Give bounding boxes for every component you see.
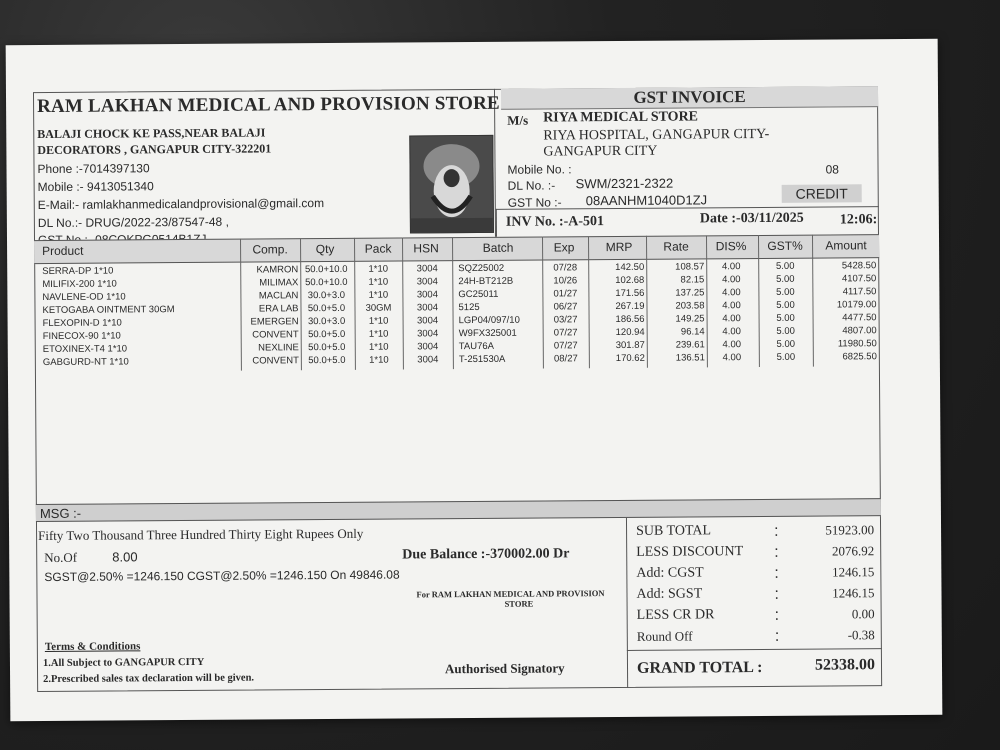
table-cell: MILIFIX-200 1*10 bbox=[42, 278, 117, 291]
table-cell: 3004 bbox=[417, 341, 439, 353]
table-cell: 1*10 bbox=[368, 263, 389, 275]
table-cell: 4107.50 bbox=[841, 273, 877, 285]
cgst-value: 1246.15 bbox=[832, 564, 875, 580]
table-cell: 267.19 bbox=[615, 300, 645, 313]
table-cell: 50.0+10.0 bbox=[305, 276, 348, 289]
table-cell: 11980.50 bbox=[837, 338, 877, 350]
table-cell: 149.25 bbox=[675, 313, 705, 325]
customer-address-line-2: GANGAPUR CITY bbox=[543, 143, 658, 160]
item-count-label: No.Of bbox=[44, 549, 78, 566]
table-cell: 5.00 bbox=[776, 273, 795, 285]
table-cell: MACLAN bbox=[258, 290, 299, 302]
table-cell: ETOXINEX-T4 1*10 bbox=[42, 343, 128, 356]
table-cell: 96.14 bbox=[680, 326, 705, 338]
sgst-label: Add: SGST bbox=[636, 586, 703, 602]
table-cell: 301.87 bbox=[615, 339, 645, 352]
for-store-line-1: For RAM LAKHAN MEDICAL AND PROVISION bbox=[416, 588, 605, 600]
table-cell: 4.00 bbox=[722, 300, 741, 312]
grand-total-value: 52338.00 bbox=[814, 656, 876, 674]
table-cell: 5.00 bbox=[776, 299, 795, 311]
terms-title: Terms & Conditions bbox=[44, 640, 141, 654]
colon-sep: : bbox=[774, 564, 779, 582]
state-code: 08 bbox=[825, 162, 839, 177]
table-cell: 50.0+5.0 bbox=[308, 341, 346, 354]
table-cell: 10/26 bbox=[553, 275, 578, 287]
items-table-header bbox=[34, 234, 879, 264]
sub-total-label: SUB TOTAL bbox=[636, 523, 712, 539]
table-cell: 08/27 bbox=[553, 353, 578, 365]
table-cell: 03/27 bbox=[553, 314, 578, 326]
col-header-batch: Batch bbox=[482, 240, 514, 255]
table-cell: 4.00 bbox=[722, 274, 741, 286]
customer-dl-label: DL No. :- bbox=[507, 178, 556, 193]
col-header-exp: Exp bbox=[553, 240, 575, 255]
col-header-pack: Pack bbox=[364, 241, 392, 256]
table-cell: 108.57 bbox=[675, 261, 705, 273]
table-cell: 24H-BT212B bbox=[458, 275, 514, 288]
table-cell: SQZ25002 bbox=[458, 262, 505, 275]
col-header-product: Product bbox=[42, 243, 84, 259]
table-cell: 07/27 bbox=[553, 327, 578, 339]
table-cell: 239.61 bbox=[675, 339, 705, 351]
table-cell: FINECOX-90 1*10 bbox=[42, 330, 121, 343]
items-table bbox=[34, 234, 880, 420]
sgst-value: 1246.15 bbox=[832, 585, 875, 601]
table-cell: CONVENT bbox=[252, 355, 299, 367]
col-header-hsn: HSN bbox=[413, 241, 439, 256]
table-cell: 1*10 bbox=[368, 341, 389, 353]
table-cell: ERA LAB bbox=[258, 303, 299, 315]
table-cell: 50.0+5.0 bbox=[308, 354, 346, 367]
customer-name: RIYA MEDICAL STORE bbox=[543, 109, 699, 126]
table-cell: 136.51 bbox=[675, 352, 705, 364]
table-cell: 07/27 bbox=[553, 340, 578, 352]
table-cell: 82.15 bbox=[680, 274, 705, 286]
table-cell: 5.00 bbox=[776, 338, 796, 350]
store-email: E-Mail:- ramlakhanmedicalandprovisional@gmail.com bbox=[37, 196, 325, 213]
col-header-comp: Comp. bbox=[252, 242, 288, 257]
table-cell: TAU76A bbox=[458, 340, 495, 353]
table-cell: 07/28 bbox=[553, 262, 578, 274]
table-cell: KETOGABA OINTMENT 30GM bbox=[42, 304, 175, 317]
table-cell: 6825.50 bbox=[842, 351, 877, 363]
invoice-sheet bbox=[33, 86, 882, 692]
table-cell: 3004 bbox=[417, 328, 439, 340]
customer-address-line-1: RIYA HOSPITAL, GANGAPUR CITY- bbox=[543, 126, 770, 144]
table-cell: 3004 bbox=[416, 302, 439, 314]
payment-mode-badge: CREDIT bbox=[782, 184, 862, 203]
table-cell: NEXLINE bbox=[258, 342, 299, 354]
table-cell: KAMRON bbox=[256, 264, 299, 276]
table-cell: 5428.50 bbox=[841, 260, 877, 272]
col-header-rate: Rate bbox=[663, 239, 689, 254]
table-cell: T-251530A bbox=[458, 353, 506, 366]
store-phone: Phone :-7014397130 bbox=[37, 161, 150, 177]
colon-sep: : bbox=[774, 543, 779, 561]
table-cell: 4477.50 bbox=[842, 312, 877, 324]
table-cell: CONVENT bbox=[252, 329, 299, 341]
table-cell: 30.0+3.0 bbox=[307, 315, 346, 328]
table-cell: MILIMAX bbox=[259, 277, 299, 289]
table-cell: 50.0+5.0 bbox=[307, 302, 346, 315]
table-cell: 50.0+5.0 bbox=[308, 328, 346, 341]
col-header-dis: DIS% bbox=[715, 239, 747, 254]
store-mobile: Mobile :- 9413051340 bbox=[37, 179, 154, 195]
table-cell: 203.58 bbox=[675, 300, 705, 312]
table-cell: 1*10 bbox=[368, 315, 389, 327]
table-cell: 1*10 bbox=[368, 328, 389, 340]
item-count-value: 8.00 bbox=[112, 549, 138, 565]
table-cell: LGP04/097/10 bbox=[458, 314, 520, 327]
discount-value: 2076.92 bbox=[831, 543, 875, 559]
table-cell: 3004 bbox=[416, 276, 438, 288]
grand-total-label: GRAND TOTAL : bbox=[636, 658, 763, 677]
deity-logo-image bbox=[409, 135, 494, 234]
store-dl-no: DL No.:- DRUG/2022-23/87547-48 , bbox=[37, 214, 229, 231]
table-cell: 3004 bbox=[416, 289, 439, 301]
amount-in-words: Fifty Two Thousand Three Hundred Thirty Eight Rupees Only bbox=[38, 525, 364, 544]
table-cell: 4807.00 bbox=[842, 325, 877, 337]
table-cell: FLEXOPIN-D 1*10 bbox=[42, 317, 122, 330]
table-cell: 30GM bbox=[365, 302, 392, 314]
col-header-qty: Qty bbox=[315, 241, 335, 257]
table-cell: 4.00 bbox=[722, 313, 741, 325]
invoice-time: 12:06: bbox=[839, 212, 878, 228]
gst-invoice-title: GST INVOICE bbox=[501, 86, 878, 110]
table-cell: 10179.00 bbox=[836, 299, 877, 311]
invoice-number: INV No. :-A-501 bbox=[505, 214, 605, 230]
table-cell: 102.68 bbox=[615, 274, 645, 287]
term-1: 1.All Subject to GANGAPUR CITY bbox=[42, 656, 205, 670]
message-band: MSG :- bbox=[36, 498, 881, 522]
round-off-value: -0.38 bbox=[847, 627, 875, 643]
table-cell: 5.00 bbox=[776, 312, 795, 324]
for-store-line-2: STORE bbox=[504, 598, 534, 609]
table-cell: 3004 bbox=[417, 354, 439, 366]
invoice-paper bbox=[6, 39, 943, 721]
table-cell: 3004 bbox=[416, 315, 439, 327]
customer-gst-label: GST No :- bbox=[507, 195, 562, 210]
invoice-date: Date :-03/11/2025 bbox=[699, 210, 804, 227]
table-cell: 5.00 bbox=[776, 351, 796, 363]
table-cell: 4.00 bbox=[722, 352, 742, 364]
colon-sep: : bbox=[774, 606, 780, 624]
col-header-mrp: MRP bbox=[605, 239, 633, 255]
table-cell: 5.00 bbox=[775, 260, 795, 272]
table-cell: 50.0+10.0 bbox=[304, 263, 348, 276]
col-header-amount: Amount bbox=[825, 238, 867, 253]
table-cell: W9FX325001 bbox=[458, 327, 517, 340]
table-cell: 186.56 bbox=[615, 313, 645, 326]
table-cell: 170.62 bbox=[615, 352, 645, 365]
table-cell: EMERGEN bbox=[250, 316, 299, 328]
cr-dr-label: LESS CR DR bbox=[636, 607, 715, 623]
colon-sep: : bbox=[774, 585, 780, 603]
table-cell: 30.0+3.0 bbox=[307, 289, 346, 302]
table-cell: 120.94 bbox=[615, 326, 645, 339]
table-cell: 5.00 bbox=[776, 325, 795, 337]
table-cell: 1*10 bbox=[369, 354, 389, 366]
table-cell: 137.25 bbox=[675, 287, 705, 299]
table-cell: 4.00 bbox=[721, 261, 741, 273]
cr-dr-value: 0.00 bbox=[851, 606, 875, 622]
customer-mobile-label: Mobile No. : bbox=[507, 162, 572, 177]
authorised-signatory: Authorised Signatory bbox=[444, 660, 565, 677]
table-cell: SERRA-DP 1*10 bbox=[42, 265, 114, 278]
table-cell: NAVLENE-OD 1*10 bbox=[42, 291, 126, 304]
table-cell: 4.00 bbox=[722, 326, 741, 338]
table-cell: 3004 bbox=[416, 263, 438, 275]
customer-dl-value: SWM/2321-2322 bbox=[575, 175, 674, 192]
customer-gst-value: 08AANHM1040D1ZJ bbox=[585, 192, 708, 209]
tax-summary-line: SGST@2.50% =1246.150 CGST@2.50% =1246.150 On 49846.08 bbox=[44, 567, 400, 585]
due-balance: Due Balance :-370002.00 Dr bbox=[402, 546, 570, 563]
table-cell: 171.56 bbox=[615, 287, 645, 300]
table-cell: GC25011 bbox=[458, 288, 499, 301]
table-cell: 1*10 bbox=[368, 289, 389, 301]
store-name: RAM LAKHAN MEDICAL AND PROVISION STORE bbox=[37, 92, 500, 118]
table-cell: 01/27 bbox=[553, 288, 578, 300]
table-cell: 4117.50 bbox=[842, 286, 877, 298]
round-off-label: Round Off bbox=[636, 628, 693, 644]
term-2: 2.Prescribed sales tax declaration will be given. bbox=[43, 672, 255, 686]
cgst-label: Add: CGST bbox=[636, 565, 704, 581]
colon-sep: : bbox=[774, 522, 779, 540]
discount-label: LESS DISCOUNT bbox=[636, 544, 744, 560]
table-cell: GABGURD-NT 1*10 bbox=[42, 356, 129, 369]
table-cell: 1*10 bbox=[368, 276, 389, 288]
table-cell: 5125 bbox=[458, 301, 480, 314]
sub-total-value: 51923.00 bbox=[825, 522, 875, 538]
colon-sep: : bbox=[774, 627, 780, 645]
table-cell: 4.00 bbox=[722, 339, 742, 351]
table-cell: 4.00 bbox=[722, 287, 741, 299]
col-header-gst: GST% bbox=[767, 238, 803, 253]
table-cell: 142.50 bbox=[615, 261, 645, 274]
table-cell: 5.00 bbox=[776, 286, 795, 298]
store-address: BALAJI CHOCK KE PASS,NEAR BALAJI DECORATORS , GANGAPUR CITY-322201 bbox=[37, 125, 272, 158]
ms-label: M/s bbox=[507, 112, 529, 128]
table-cell: 06/27 bbox=[553, 301, 578, 313]
